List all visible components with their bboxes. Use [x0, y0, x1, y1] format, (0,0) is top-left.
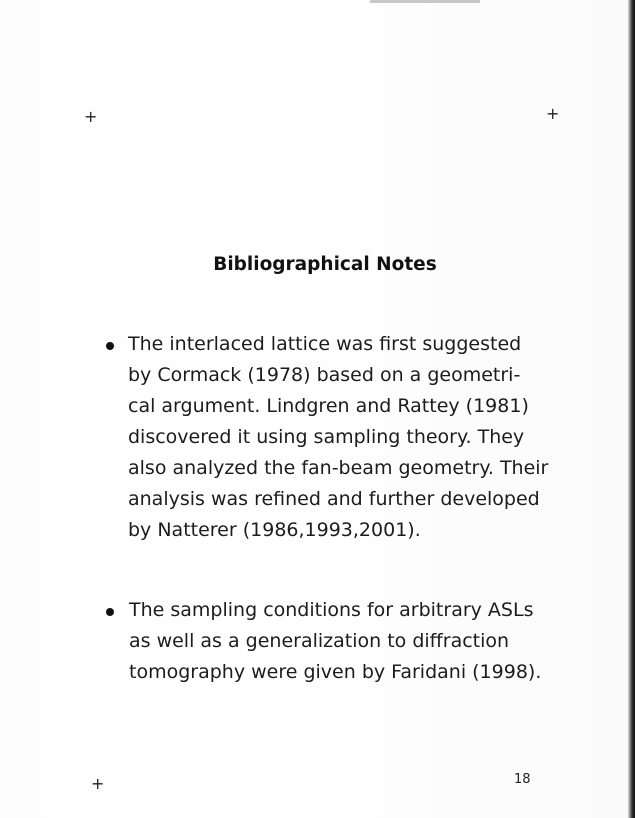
note-line: analysis was refined and further developed	[128, 488, 540, 510]
scan-smudge	[370, 0, 480, 3]
note-line: by Natterer (1986,1993,2001).	[128, 519, 421, 541]
note-line: also analyzed the fan-beam geometry. Their	[128, 457, 549, 479]
section-title: Bibliographical Notes	[213, 254, 437, 275]
note-line: The interlaced lattice was first suggested	[128, 333, 522, 355]
bullet-icon	[106, 608, 114, 616]
bullet-icon	[106, 342, 114, 350]
crop-mark-bottom-left: +	[91, 774, 105, 793]
page-edge-shadow	[628, 0, 635, 818]
note-line: The sampling conditions for arbitrary ASLs	[129, 599, 534, 621]
note-line: by Cormack (1978) based on a geometri-	[128, 364, 521, 386]
crop-mark-top-left: +	[84, 107, 98, 126]
note-text	[129, 595, 599, 688]
page-number: 18	[514, 772, 531, 787]
note-line: tomography were given by Faridani (1998).	[129, 661, 542, 683]
note-line: as well as a generalization to diffraction	[129, 630, 510, 652]
note-line: discovered it using sampling theory. They	[128, 426, 525, 448]
crop-mark-top-right: +	[546, 104, 560, 123]
note-line: cal argument. Lindgren and Rattey (1981)	[128, 395, 529, 417]
note-text	[128, 329, 598, 546]
